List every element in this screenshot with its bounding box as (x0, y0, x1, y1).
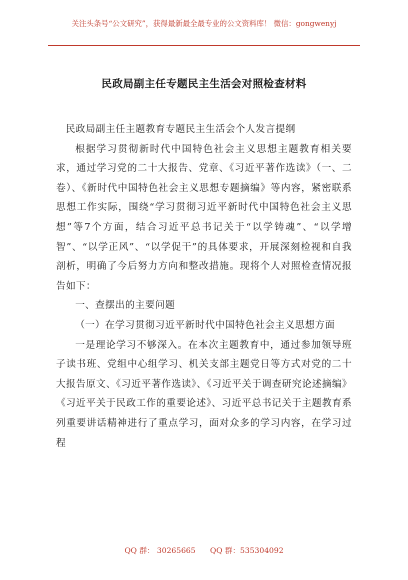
header-notice: 关注头条号“公文研究”，获得最新最全最专业的公文资料库！ 微信：gongwenyj (71, 19, 337, 28)
footer-contact (0, 545, 408, 556)
body-paragraph: 一是理论学习不够深入。在本次主题教育中，通过参加领导班子读书班、党组中心组学习、机关支部主题党日等方式对党的二十大报告原文、《习近平著作选读》、《习近平关于调查研究论述摘编》《习近平关于民政工作的重要论述》、习近平总书记关于主题教育系列重要讲话精神进行了重点学习，面对众多的学习内容，在学习过程 (56, 339, 352, 449)
intro-paragraph: 根据学习贯彻新时代中国特色社会主义思想主题教育相关要求，通过学习党的二十大报告、党章、《习近平著作选读》（一、二卷）、《新时代中国特色社会主义思想专题摘编》等内容，紧密联系思想工作实际，围绕“学习贯彻习近平新时代中国特色社会主义思想”等7个方面，结合习近平总书记关于“以学铸魂”、“以学增智”、“以学正风”、“以学促干”的具体要求，开展深刻检视和自我剖析，明确了今后努力方向和整改措施。现将个人对照检查情况报告如下： (56, 143, 352, 292)
footer-qq-group-2: QQ 群：535304092 (210, 546, 284, 555)
document-title: 民政局副主任专题民主生活会对照检查材料 (101, 78, 307, 90)
subsection-heading: （一）在学习贯彻习近平新时代中国特色社会主义思想方面 (75, 319, 336, 331)
section-heading: 一、查摆出的主要问题 (75, 300, 176, 312)
document-body (56, 120, 352, 453)
footer-qq-group-1: QQ 群： 30265665 (124, 546, 196, 555)
header-divider (48, 45, 360, 46)
lead-paragraph: 民政局副主任主题教育专题民主生活会个人发言提纲 (65, 124, 296, 135)
